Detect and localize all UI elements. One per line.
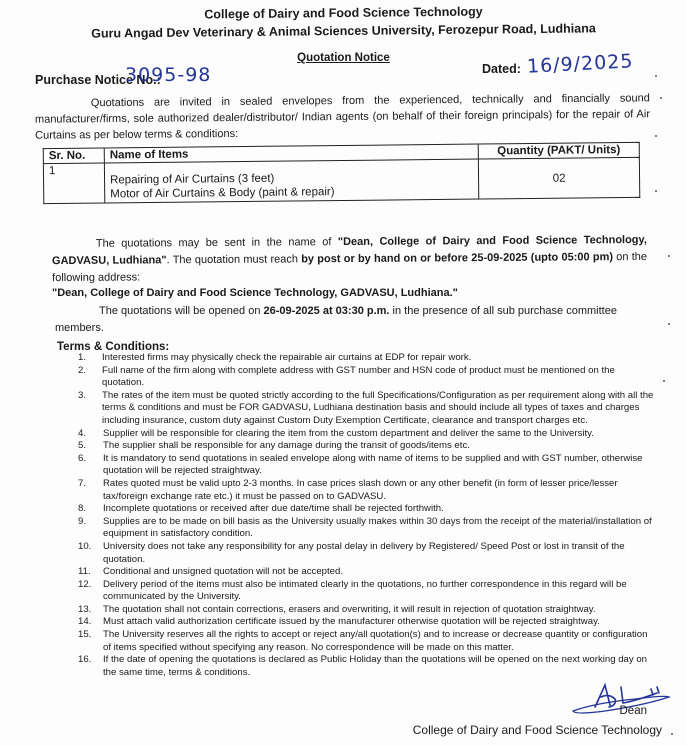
term-number: 13. xyxy=(78,603,92,615)
header-quantity: Quantity (PAKT/ Units) xyxy=(478,142,639,159)
term-item xyxy=(78,629,658,654)
term-number: 1. xyxy=(78,352,87,363)
submission-addressee: "Dean, College of Dairy and Food Science Technology, GADVASU, Ludhiana" xyxy=(51,233,647,268)
header-name-of-items: Name of Items xyxy=(104,144,478,163)
scan-speck xyxy=(660,97,662,99)
cell-quantity: 02 xyxy=(478,157,639,199)
university-name: Guru Angad Dev Veterinary & Animal Sciences University, Ferozepur Road, Ludhiana xyxy=(91,21,596,41)
term-text: The University reserves all the rights to accept or reject any/all quotation(s) and to increase or decrease quantity or configuration of items specified without specifying any reason. No correspondence will be made on this matter. xyxy=(103,629,648,653)
term-text: Supplier will be responsible for clearing the item from the custom department and deliver the same to the University. xyxy=(103,427,594,439)
term-number: 6. xyxy=(78,452,87,464)
term-number: 7. xyxy=(78,477,87,489)
term-number: 5. xyxy=(78,440,87,452)
term-text: The supplier shall be responsible for any damage during the transit of goods/items etc. xyxy=(103,440,470,452)
scan-speck xyxy=(668,255,670,257)
opening-text: in the presence of all sub purchase committee members. xyxy=(55,305,617,334)
opening-paragraph xyxy=(55,303,647,337)
scan-speck xyxy=(668,323,670,325)
opening-text: The quotations will be opened on xyxy=(99,305,264,317)
term-item xyxy=(78,478,658,503)
term-item xyxy=(78,503,658,516)
term-item xyxy=(78,352,658,365)
term-number: 3. xyxy=(78,389,87,401)
term-number: 4. xyxy=(78,427,87,439)
terms-list xyxy=(78,352,658,679)
term-text: Must attach valid authorization certificate issued by the manufacturer otherwise quotation will be rejected straightway. xyxy=(103,616,600,628)
term-number: 15. xyxy=(78,629,92,641)
term-item xyxy=(78,440,658,453)
header-sr-no: Sr. No. xyxy=(43,148,104,164)
term-text: Incomplete quotations or received after due date/time shall be rejected forthwith. xyxy=(103,503,444,515)
term-number: 2. xyxy=(78,364,87,376)
term-text: Interested firms may physically check the repairable air curtains at EDP for repair work. xyxy=(102,352,472,363)
submission-text: The quotations may be sent in the name of xyxy=(95,236,338,250)
purchase-notice-number: 3095-98 xyxy=(125,64,212,86)
submission-text: on the following address: xyxy=(52,250,648,285)
term-number: 10. xyxy=(78,540,92,552)
items-table xyxy=(43,142,641,204)
term-item xyxy=(78,541,658,566)
term-text: The rates of the item must be quoted strictly according to the full Specifications/Configuration as per requirement along with all the terms & conditions and must be FOR GADVASU, Ludhiana destination basis and should include all types of taxes and charges including insurance, custom duty against Custom Duty Exemption Certificate, clearance and transport charges etc. xyxy=(102,389,654,426)
terms-heading: Terms & Conditions: xyxy=(57,341,170,353)
dated-value: 16/9/2025 xyxy=(526,50,634,78)
term-text: It is mandatory to send quotations in sealed envelope along with name of items to be supplied and with GST number, otherwise quotation will be rejected straightway. xyxy=(103,452,643,477)
item-line: Repairing of Air Curtains (3 feet) xyxy=(110,172,275,187)
term-number: 11. xyxy=(78,566,91,578)
term-item xyxy=(78,428,658,441)
term-number: 12. xyxy=(78,578,92,590)
term-text: University does not take any responsibility for any postal delay in delivery by Registered/ Speed Post or lost in transit of the quotation. xyxy=(103,540,625,565)
scan-speck xyxy=(655,75,657,77)
scan-speck xyxy=(655,135,657,137)
submission-text: . The quotation must reach xyxy=(166,253,302,267)
dated-label: Dated: xyxy=(482,62,521,76)
scan-speck xyxy=(655,190,657,192)
term-item xyxy=(78,566,658,579)
term-item xyxy=(78,516,658,541)
cell-items xyxy=(104,159,478,203)
term-item xyxy=(78,604,658,617)
intro-paragraph xyxy=(35,90,650,143)
term-item xyxy=(78,579,658,604)
term-number: 16. xyxy=(78,654,92,666)
purchase-notice-label: Purchase Notice No.: xyxy=(35,73,161,87)
submission-deadline: by post or by hand on or before 25-09-2025 (upto 05:00 pm) xyxy=(301,251,614,266)
term-item xyxy=(78,616,658,629)
term-text: The quotation shall not contain corrections, erasers and overwriting, it will result in rejection of quotation straightway. xyxy=(103,603,596,615)
college-name: College of Dairy and Food Science Technology xyxy=(204,4,483,22)
term-text: Rates quoted must be valid upto 2-3 months. In case prices slash down or any other benefit (in form of lesser price/lesser tax/foreign exchange rate etc.) it must be passed on to GADVASU. xyxy=(103,477,618,502)
term-number: 8. xyxy=(78,503,87,515)
term-text: Full name of the firm along with complete address with GST number and HSN code of product must be mentioned on the quotation. xyxy=(102,364,615,389)
item-line: Motor of Air Curtains & Body (paint & repair) xyxy=(110,186,335,201)
notice-title: Quotation Notice xyxy=(297,52,390,64)
submission-address: "Dean, College of Dairy and Food Science Technology, GADVASU, Ludhiana." xyxy=(52,287,458,299)
term-text: Conditional and unsigned quotation will not be accepted. xyxy=(103,566,344,578)
table-row xyxy=(43,157,639,203)
submission-paragraph xyxy=(52,232,647,287)
term-item xyxy=(78,453,658,478)
term-text: If the date of opening the quotations is declared as Public Holiday than the quotations will be opened on the next working day on the same time, terms & conditions. xyxy=(103,654,648,678)
opening-datetime: 26-09-2025 at 03:30 p.m. xyxy=(263,305,390,317)
term-text: Delivery period of the items must also be intimated clearly in the quotations, no further correspondence in this regard will be communicated by the University. xyxy=(103,578,627,603)
cell-sr-no: 1 xyxy=(43,163,104,204)
term-item xyxy=(78,365,658,390)
signatory-title: Dean xyxy=(619,705,647,717)
scan-speck xyxy=(671,733,673,735)
term-number: 9. xyxy=(78,515,87,527)
term-text: Supplies are to be made on bill basis as the University usually makes within 30 days from the receipt of the material/installation of equipment in satisfactory condition. xyxy=(103,515,652,540)
scan-speck xyxy=(663,380,665,382)
intro-text: Quotations are invited in sealed envelopes from the experienced, technically and financially sound manufacturer/firms, sole authorized dealer/distributor/ Indian agents (on behalf of their foreign principals) for the repair of Air Curtains as per below terms & conditions: xyxy=(34,92,651,142)
term-item xyxy=(78,390,658,428)
term-item xyxy=(78,654,658,679)
signatory-organization: College of Dairy and Food Science Technology xyxy=(412,723,662,737)
term-number: 14. xyxy=(78,616,92,628)
